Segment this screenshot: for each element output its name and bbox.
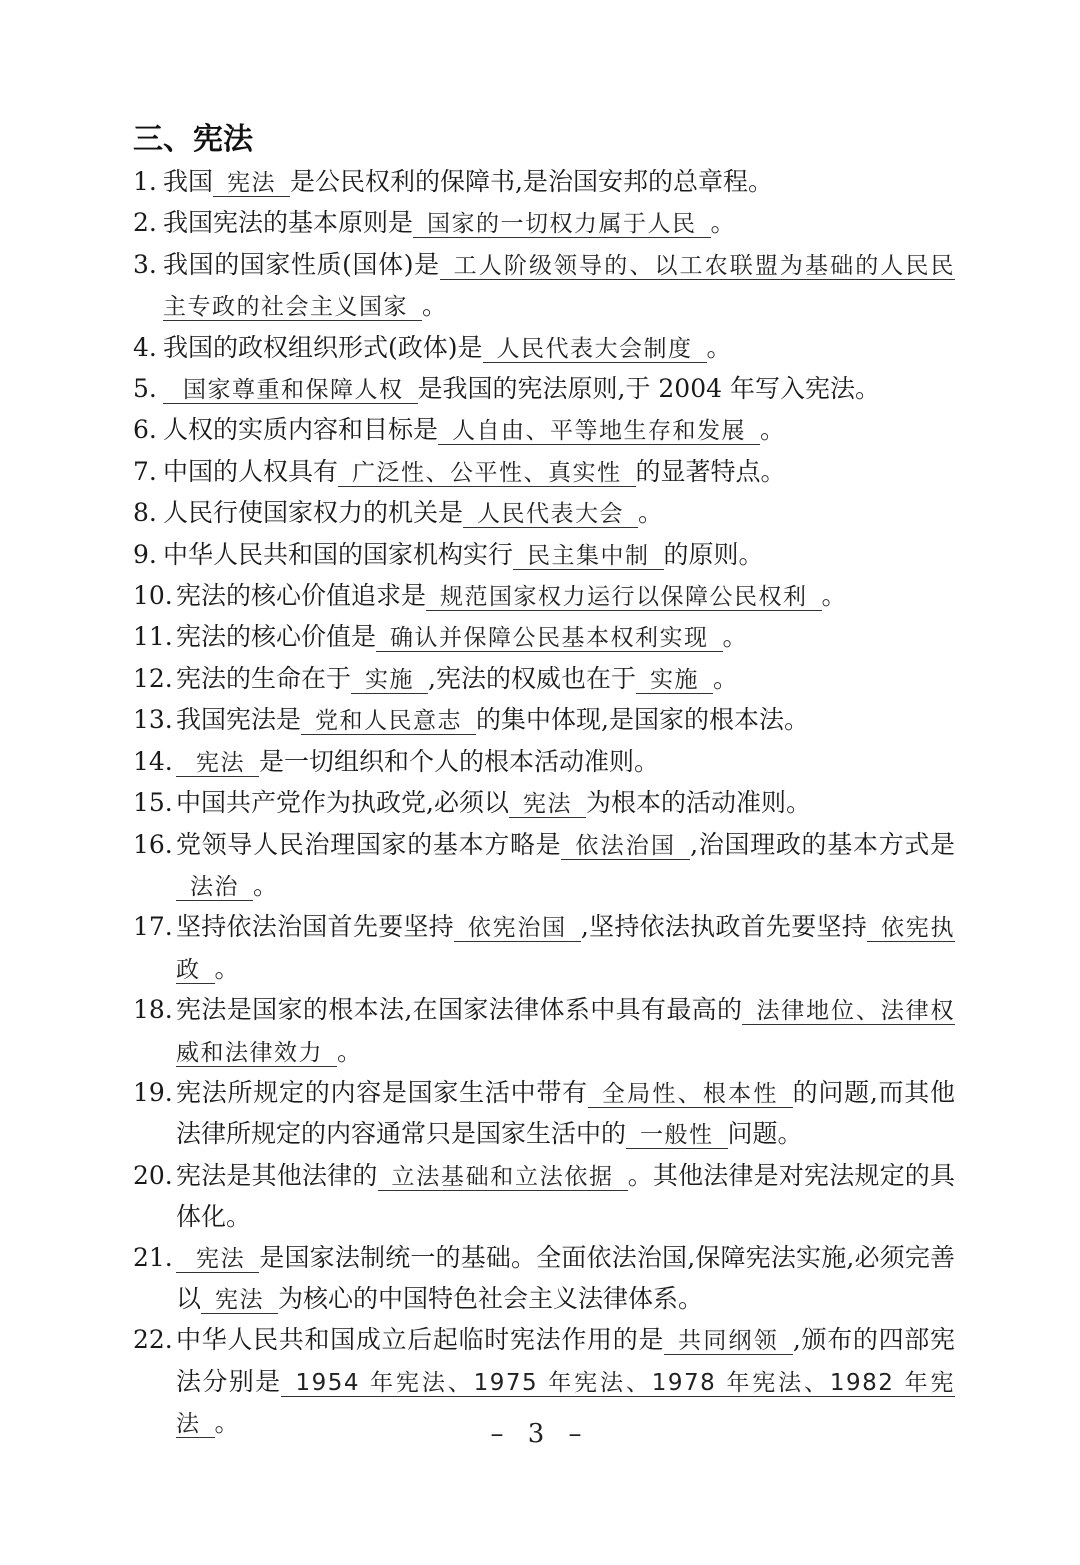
question-text	[176, 907, 955, 990]
question-text-segment: 我国宪法的基本原则是	[163, 208, 414, 238]
question-text-segment: 。	[821, 581, 847, 611]
question-text-segment: 为核心的中国特色社会主义法律体系。	[278, 1283, 704, 1313]
question-text-segment: 。	[706, 332, 732, 362]
question-item	[133, 328, 955, 369]
question-text-segment: ,宪法的权威也在于	[428, 663, 636, 693]
question-number: 16.	[133, 829, 173, 859]
question-text-segment: 。	[422, 291, 448, 321]
question-number: 22.	[133, 1325, 173, 1355]
question-text-segment: 宪法是其他法律的	[176, 1160, 378, 1190]
question-text	[176, 1156, 955, 1238]
question-number: 18.	[133, 995, 173, 1025]
question-text	[163, 535, 955, 576]
question-number: 2.	[133, 208, 157, 238]
question-number: 5.	[133, 374, 157, 404]
question-text-segment: 。	[337, 1036, 363, 1066]
answer-blank: 宪法	[176, 750, 259, 777]
question-text	[176, 1073, 955, 1156]
answer-blank: 宪法	[213, 170, 290, 197]
question-text-segment: 我国的政权组织形式(政体)是	[163, 332, 483, 362]
answer-blank: 广泛性、公平性、真实性	[338, 460, 636, 487]
question-text-segment: 。	[710, 208, 736, 238]
question-number: 4.	[133, 332, 157, 362]
question-text-segment: 。	[638, 498, 664, 528]
question-text-segment: 我国	[163, 167, 214, 196]
answer-blank: 依宪执政	[176, 915, 956, 983]
question-text-segment: 宪法所规定的内容是国家生活中带有	[176, 1077, 588, 1107]
question-list	[133, 162, 955, 1445]
question-text-segment: 。	[214, 953, 240, 983]
question-text	[176, 783, 955, 824]
question-number: 15.	[133, 788, 173, 818]
question-text-segment: ,治国理政的基本方式是	[690, 829, 955, 859]
question-number: 13.	[133, 705, 173, 735]
question-text-segment: 。其他法律是对宪法规定的具体化。	[176, 1160, 955, 1232]
question-text	[176, 1238, 955, 1321]
answer-blank: 确认并保障公民基本权利实现	[376, 625, 723, 652]
question-text-segment: 中国共产党作为执政党,必须以	[176, 788, 509, 818]
question-text-segment: 。	[712, 663, 738, 693]
answer-blank: 一般性	[626, 1122, 728, 1149]
answer-blank: 实施	[636, 667, 713, 694]
question-text	[176, 617, 955, 658]
question-item	[133, 742, 955, 783]
question-text-segment: 是我国的宪法原则,于 2004 年写入宪法。	[417, 374, 880, 404]
question-number: 7.	[133, 456, 157, 486]
answer-blank: 依宪治国	[454, 915, 581, 942]
question-text	[163, 203, 955, 244]
question-number: 14.	[133, 746, 173, 776]
question-text	[163, 369, 955, 410]
question-item	[133, 825, 955, 908]
question-number: 9.	[133, 539, 157, 569]
question-text-segment: 。	[722, 622, 748, 652]
question-text	[176, 742, 955, 783]
answer-blank: 宪法	[176, 1246, 259, 1273]
question-text-segment: 。	[253, 870, 279, 900]
question-text-segment: 宪法的核心价值追求是	[176, 581, 427, 611]
question-text	[163, 493, 955, 534]
question-number: 11.	[133, 622, 173, 652]
question-item	[133, 907, 955, 990]
question-item	[133, 410, 955, 451]
answer-blank: 依法治国	[561, 833, 690, 860]
question-text-segment: 坚持依法治国首先要坚持	[176, 912, 454, 942]
answer-blank: 全局性、根本性	[588, 1081, 793, 1108]
answer-blank: 规范国家权力运行以保障公民权利	[426, 584, 822, 611]
question-text	[176, 659, 955, 700]
question-text-segment: 我国宪法是	[176, 705, 302, 735]
answer-blank: 人民代表大会制度	[483, 336, 707, 363]
question-text-segment: 人民行使国家权力的机关是	[163, 498, 464, 528]
question-number: 1.	[133, 167, 157, 196]
question-number: 3.	[133, 249, 157, 279]
question-item	[133, 1073, 955, 1156]
question-number: 6.	[133, 415, 157, 445]
question-text-segment: 。	[214, 1408, 240, 1438]
answer-blank: 人民代表大会	[463, 501, 638, 528]
answer-blank: 实施	[351, 667, 428, 694]
question-text	[163, 410, 955, 451]
question-text-segment: 是国家法制统一的基础。全面依法治国,保障宪法实施,必须完善以	[176, 1242, 955, 1313]
question-text	[163, 245, 955, 328]
question-text-segment: 党领导人民治理国家的基本方略是	[176, 829, 562, 859]
question-item	[133, 659, 955, 700]
question-text-segment: 人权的实质内容和目标是	[163, 415, 439, 445]
question-number: 8.	[133, 498, 157, 528]
question-number: 19.	[133, 1077, 173, 1107]
question-text	[176, 825, 955, 908]
question-text-segment: 是公民权利的保障书,是治国安邦的总章程。	[290, 167, 773, 196]
answer-blank: 国家的一切权力属于人民	[413, 211, 711, 238]
answer-blank: 国家尊重和保障人权	[163, 377, 418, 404]
question-text-segment: 的显著特点。	[635, 456, 786, 486]
question-item	[133, 990, 955, 1073]
question-item	[133, 617, 955, 658]
answer-blank: 工人阶级领导的、以工农联盟为基础的人民民主专政的社会主义国家	[163, 252, 956, 321]
answer-blank: 党和人民意志	[301, 708, 476, 735]
question-item	[133, 1156, 955, 1238]
question-number: 21.	[133, 1242, 173, 1272]
section-title: 三、宪法	[133, 122, 253, 157]
question-text-segment: 的问题,而其他法律所规定的内容通常只是国家生活中的	[176, 1077, 955, 1149]
answer-blank: 民主集中制	[513, 543, 664, 570]
answer-blank: 立法基础和立法依据	[378, 1164, 628, 1191]
question-text-segment: 是一切组织和个人的根本活动准则。	[259, 746, 660, 776]
answer-blank: 人自由、平等地生存和发展	[438, 418, 760, 445]
question-number: 20.	[133, 1160, 173, 1190]
answer-blank: 宪法	[201, 1287, 278, 1314]
question-text	[163, 162, 955, 203]
question-text-segment: 。	[760, 415, 786, 445]
question-text	[163, 328, 955, 369]
question-item	[133, 162, 955, 203]
question-item	[133, 535, 955, 576]
question-text	[176, 576, 955, 617]
question-text-segment: 中国的人权具有	[163, 456, 339, 486]
question-text	[176, 990, 955, 1073]
answer-blank: 1954 年宪法、1975 年宪法、1978 年宪法、1982 年宪法	[176, 1369, 955, 1438]
page-number: – 3 –	[490, 1419, 590, 1449]
question-text	[163, 452, 955, 493]
question-text-segment: 为根本的活动准则。	[585, 788, 811, 818]
question-text-segment: 我国的国家性质(国体)是	[163, 249, 440, 279]
question-item	[133, 1238, 955, 1321]
question-text-segment: 宪法的生命在于	[176, 663, 352, 693]
question-item	[133, 576, 955, 617]
question-text-segment: 问题。	[727, 1119, 803, 1149]
question-item	[133, 203, 955, 244]
question-text	[176, 700, 955, 741]
question-text-segment: ,颁布的四部宪法分别是	[176, 1325, 955, 1396]
question-item	[133, 245, 955, 328]
question-number: 12.	[133, 663, 173, 693]
question-item	[133, 783, 955, 824]
answer-blank: 宪法	[509, 791, 586, 818]
question-text-segment: 中华人民共和国的国家机构实行	[163, 539, 514, 569]
question-number: 10.	[133, 581, 173, 611]
question-item	[133, 452, 955, 493]
question-item	[133, 700, 955, 741]
question-text-segment: ,坚持依法执政首先要坚持	[580, 912, 867, 942]
question-text-segment: 宪法的核心价值是	[176, 622, 377, 652]
question-text-segment: 的集中体现,是国家的根本法。	[476, 705, 809, 735]
question-number: 17.	[133, 912, 173, 942]
answer-blank: 法治	[176, 874, 253, 901]
question-text-segment: 宪法是国家的根本法,在国家法律体系中具有最高的	[176, 995, 743, 1025]
question-item	[133, 369, 955, 410]
question-text-segment: 中华人民共和国成立后起临时宪法作用的是	[176, 1325, 665, 1355]
answer-blank: 法律地位、法律权威和法律效力	[176, 998, 955, 1066]
answer-blank: 共同纲领	[664, 1328, 793, 1355]
question-item	[133, 493, 955, 534]
question-text-segment: 的原则。	[663, 539, 764, 569]
